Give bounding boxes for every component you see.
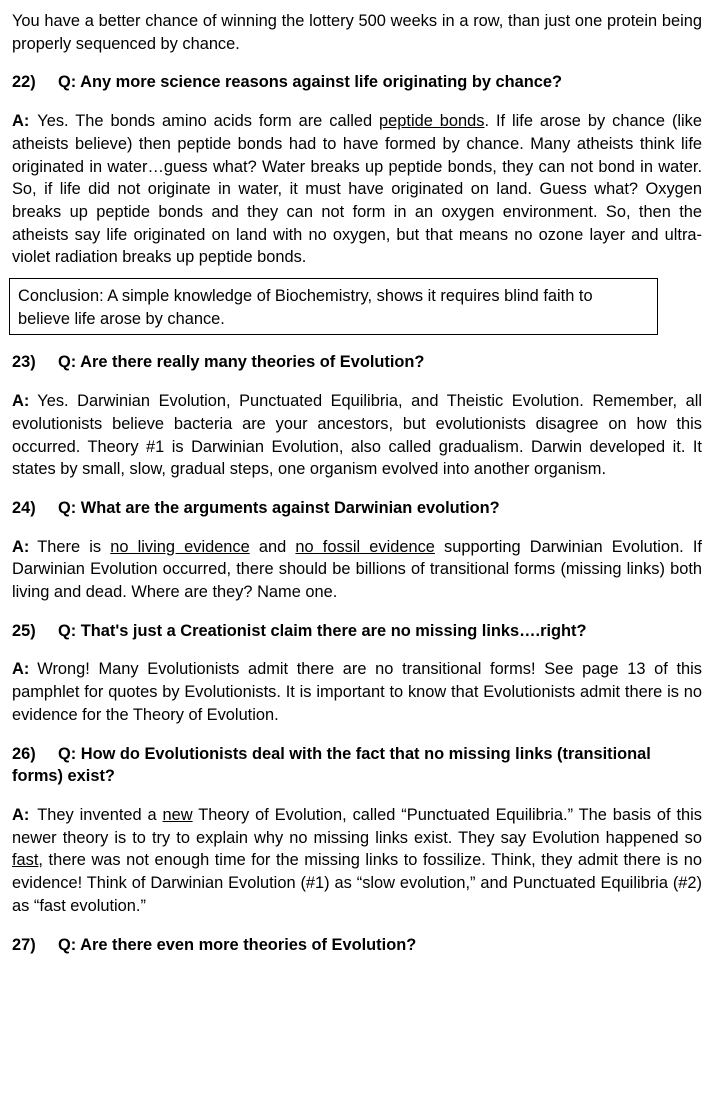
question-22-heading <box>12 71 702 94</box>
question-23-text: Q: Are there really many theories of Evolution? <box>58 353 425 372</box>
answer-25-text: Wrong! Many Evolutionists admit there are no transitional forms! See page 13 of this pamphlet for quotes by Evolutionists. It is important to know that Evolutionists admit there is no evidence for the Theory of Evolution. <box>12 660 702 724</box>
question-22-text: Q: Any more science reasons against life originating by chance? <box>58 73 563 92</box>
question-24-text: Q: What are the arguments against Darwinian evolution? <box>58 498 500 517</box>
question-25-text: Q: That's just a Creationist claim there are no missing links….right? <box>58 621 587 640</box>
question-27-heading <box>12 934 702 957</box>
intro-paragraph: You have a better chance of winning the lottery 500 weeks in a row, than just one protein being properly sequenced by chance. <box>12 12 702 53</box>
question-23-heading <box>12 351 702 374</box>
answer-25-label: A: <box>12 660 30 679</box>
question-26-heading <box>12 743 702 788</box>
answer-22-text-end: . If life arose by chance (like atheists believe) then peptide bonds had to have formed by chance. Many atheists think life originated in water…guess what? Water breaks up peptide bonds, they can not bond in water. So, if life did not originate in water, it must have originated on land. Guess what? Oxygen breaks up peptide bonds and they can not form in an oxygen environment. So, then the atheists say life originated on land with no oxygen, but that means no ozone layer and ultra-violet radiation breaks up peptide bonds. <box>12 112 702 267</box>
answer-25-paragraph <box>12 658 702 726</box>
answer-26-underlined-term-1: new <box>162 805 193 824</box>
document-page <box>12 10 702 956</box>
question-27-text: Q: Are there even more theories of Evolution? <box>58 935 417 954</box>
question-25-heading <box>12 620 702 643</box>
answer-24-paragraph <box>12 536 702 604</box>
answer-22-paragraph <box>12 110 702 269</box>
question-24-heading <box>12 497 702 520</box>
question-23-number: 23) <box>12 353 36 372</box>
answer-26-text-start: They invented a <box>37 805 163 824</box>
question-24-number: 24) <box>12 498 36 517</box>
answer-22-text-start: Yes. The bonds amino acids form are called <box>37 112 380 131</box>
answer-23-text: Yes. Darwinian Evolution, Punctuated Equilibria, and Theistic Evolution. Remember, all evolutionists believe bacteria are your ancestors, but evolutionists disagree on how this occurred. Theory #1 is Darwinian Evolution, also called gradualism. Darwin developed it. It states by small, slow, gradual steps, one organism evolved into another organism. <box>12 392 702 479</box>
answer-24-label: A: <box>12 537 30 556</box>
answer-23-label: A: <box>12 392 30 411</box>
question-26-number: 26) <box>12 744 36 763</box>
answer-26-text-end: , there was not enough time for the missing links to fossilize. Think, they admit there is no evidence! Think of Darwinian Evolution (#1) as “slow evolution,” and Punctuated Equilibria (#2) as “fast evolution.” <box>12 851 702 915</box>
answer-24-text-end: supporting Darwinian Evolution. If Darwinian Evolution occurred, there should be billions of transitional forms (missing links) both living and dead. Where are they? Name one. <box>12 537 702 602</box>
question-26-text: Q: How do Evolutionists deal with the fact that no missing links (transitional forms) exist? <box>12 744 651 786</box>
answer-22-label: A: <box>12 112 30 131</box>
answer-24-text-start: There is <box>37 537 111 556</box>
question-25-number: 25) <box>12 621 36 640</box>
question-22-number: 22) <box>12 73 36 92</box>
question-27-number: 27) <box>12 935 36 954</box>
conclusion-text: Conclusion: A simple knowledge of Biochemistry, shows it requires blind faith to believe life arose by chance. <box>18 287 593 328</box>
answer-23-paragraph <box>12 390 702 481</box>
answer-22-underlined-term: peptide bonds <box>379 112 485 131</box>
answer-26-text-middle: Theory of Evolution, called “Punctuated Equilibria.” The basis of this newer theory is to try to explain why no missing links exist. They say Evolution happened so <box>12 805 703 847</box>
answer-24-underlined-term-2: no fossil evidence <box>295 537 435 556</box>
answer-24-text-middle: and <box>249 537 296 556</box>
conclusion-box <box>9 278 658 335</box>
answer-24-underlined-term-1: no living evidence <box>110 537 250 556</box>
answer-26-label: A: <box>12 805 30 824</box>
answer-26-underlined-term-2: fast <box>12 851 39 870</box>
answer-26-paragraph <box>12 804 702 918</box>
